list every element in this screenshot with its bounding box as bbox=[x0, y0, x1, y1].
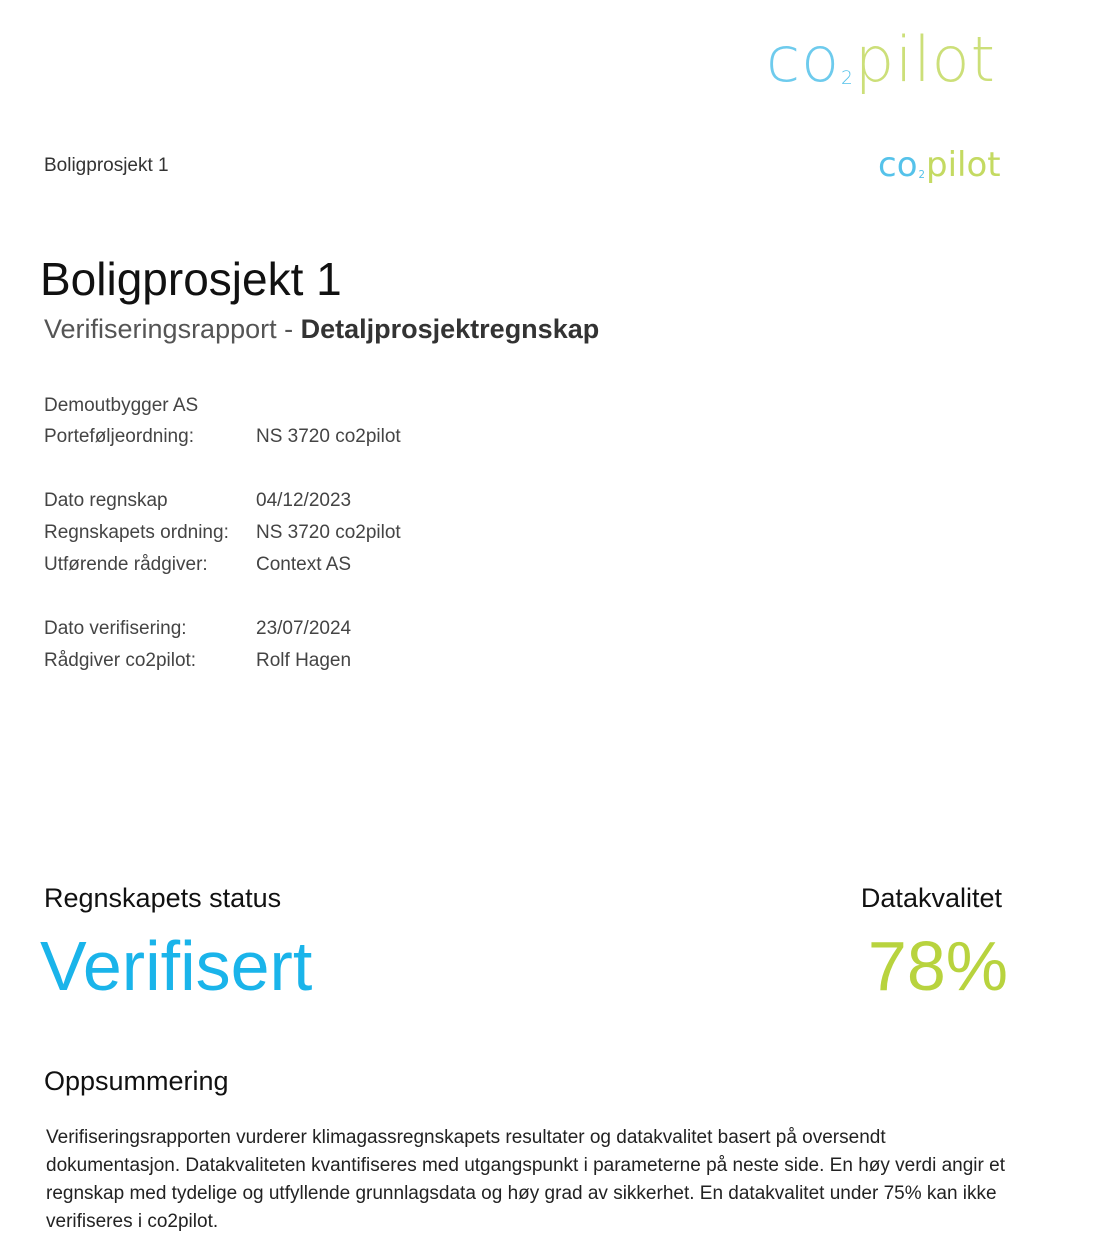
status-label: Regnskapets status bbox=[44, 883, 282, 913]
advisor-label: Rådgiver co2pilot: bbox=[44, 650, 197, 671]
logo-subscript: 2 bbox=[841, 67, 854, 89]
subtitle-report-type: Detaljprosjektregnskap bbox=[300, 314, 600, 344]
page-title: Boligprosjekt 1 bbox=[40, 253, 342, 305]
logo-co-text: co bbox=[766, 23, 841, 96]
date-verification-value: 23/07/2024 bbox=[256, 618, 352, 639]
page-subtitle bbox=[44, 314, 599, 345]
data-quality-value: 78% bbox=[867, 927, 1008, 1005]
logo-pilot-text: pilot bbox=[925, 145, 1001, 185]
owner-name: Demoutbygger AS bbox=[44, 395, 199, 416]
scheme-value: NS 3720 co2pilot bbox=[256, 522, 401, 543]
date-accounting-value: 04/12/2023 bbox=[256, 490, 352, 511]
summary-text: Verifiseringsrapporten vurderer klimagassregnskapets resultater og datakvalitet basert på oversendt dokumentasjon. Datakvaliteten kvantifiseres med utgangspunkt i parameterne på neste side. En høy verdi angir et regnskap med tydelige og utfyllende grunnlagsdata og høy grad av sikkerhet. En datakvalitet under 75% kan ikke verifiseres i co2pilot. bbox=[46, 1127, 1005, 1232]
data-quality-label: Datakvalitet bbox=[860, 883, 1002, 913]
consultant-label: Utførende rådgiver: bbox=[44, 554, 208, 575]
co2pilot-logo-small bbox=[878, 143, 1001, 198]
consultant-value: Context AS bbox=[256, 554, 352, 575]
advisor-value: Rolf Hagen bbox=[256, 650, 352, 671]
portfolio-value: NS 3720 co2pilot bbox=[256, 426, 401, 447]
logo-subscript: 2 bbox=[918, 169, 925, 181]
header-project-name: Boligprosjekt 1 bbox=[44, 155, 169, 176]
date-accounting-label: Dato regnskap bbox=[44, 490, 168, 511]
portfolio-label: Porteføljeordning: bbox=[44, 426, 194, 447]
logo-pilot-text: pilot bbox=[854, 23, 996, 96]
logo-co-text: co bbox=[878, 145, 918, 185]
scheme-label: Regnskapets ordning: bbox=[44, 522, 229, 543]
subtitle-prefix: Verifiseringsrapport - bbox=[44, 314, 301, 344]
summary-heading: Oppsummering bbox=[44, 1066, 229, 1096]
co2pilot-logo-large bbox=[766, 20, 996, 119]
status-value: Verifisert bbox=[40, 927, 313, 1005]
date-verification-label: Dato verifisering: bbox=[44, 618, 187, 639]
